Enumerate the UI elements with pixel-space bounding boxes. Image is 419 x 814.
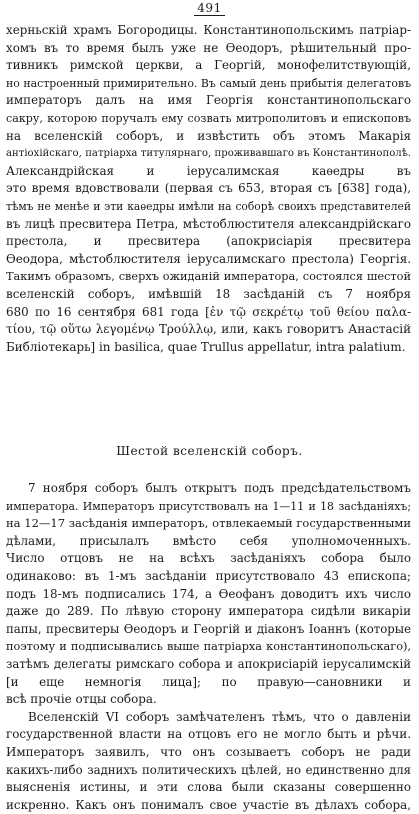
- text-line: Императоръ заявилъ, что онъ созываетъ соборъ не ради: [6, 744, 411, 759]
- text-line: поэтому и подписывались выше патріарха константинопольскаго),: [6, 640, 411, 654]
- text-line: Такимъ образомъ, сверхъ ожиданій императора, состоялся шестой: [6, 270, 411, 284]
- text-line: Александрійская и іерусалимская каѳедры въ: [6, 163, 411, 178]
- text-line: τίου, τῷ οὕτω λεγομένῳ Τρούλλῳ, или, какъ говоритъ Анастасій: [6, 322, 411, 337]
- text-line: вселенскій соборъ, имѣвшій 18 засѣданій съ 7 ноября: [6, 286, 411, 301]
- text-line: всѣ прочіе отцы собора.: [6, 692, 157, 707]
- text-line: въ лицѣ пресвитера Петра, мѣстоблюстителя александрійскаго: [6, 216, 411, 231]
- text-line: но настроенный примирительно. Въ самый день прибытія делегатовъ: [6, 76, 411, 90]
- text-line: это время вдовствовали (первая съ 653, вторая съ [638] года),: [6, 181, 411, 196]
- text-line: одинаково: въ 1-мъ засѣданіи присутствовало 43 епископа;: [6, 568, 411, 583]
- text-line: тѣмъ не менѣе и эти каѳедры имѣли на соборѣ своихъ представителей: [6, 199, 411, 213]
- text-line: Библіотекарь] in basilica, quae Trullus appellatur, intra palatium.: [6, 339, 406, 354]
- text-line: императоръ далъ на имя Георгія константинопольскаго: [6, 93, 411, 108]
- text-line: хомъ въ то время былъ уже не Ѳеодоръ, рѣшительный про-: [6, 40, 411, 55]
- paragraph-continuation: [6, 22, 411, 356]
- text-line: государственной власти на отцовъ его не могло быть и рѣчи.: [6, 727, 411, 742]
- text-line: даже до 289. По лѣвую сторону императора сидѣли викаріи: [6, 604, 411, 619]
- text-line: на вселенскій соборъ, и извѣстить объ этомъ Макарія: [6, 128, 411, 143]
- page-number: [0, 1, 419, 15]
- text-line: подъ 18-мъ подписались 174, а Ѳеофанъ доводитъ ихъ число: [6, 586, 411, 601]
- text-line: антіохійскаго, патріарха титулярнаго, проживавшаго въ Константинополѣ.: [6, 148, 411, 160]
- text-line: [и еще немногія лица]; по правую—сановники и: [6, 674, 411, 689]
- text-line: сакру, которою поручалъ ему созвать митрополитовъ и епископовъ: [6, 111, 411, 125]
- text-line: престола, и пресвитера (апокрисіарія пресвитера: [6, 234, 411, 249]
- text-line: херньскій храмъ Богородицы. Константинопольскимъ патріар-: [6, 23, 411, 37]
- text-line: 7 ноября соборъ былъ открытъ подъ предсѣдательствомъ: [28, 481, 411, 495]
- text-line: Число отцовъ не на всѣхъ засѣданіяхъ собора было: [6, 551, 411, 566]
- text-line: дѣлами, присылалъ вмѣсто себя уполномоченныхъ.: [6, 533, 411, 548]
- text-line: тивникъ римской церкви, а Георгій, монофелитствующій,: [6, 58, 411, 73]
- text-line: Вселенскій VI соборъ замѣчателенъ тѣмъ, что о давленіи: [28, 709, 411, 724]
- text-line: 680 по 16 сентября 681 года [ἐν τῷ σεκρέτῳ τοῦ θείου παλα-: [6, 304, 411, 319]
- page-number-text: 491: [194, 1, 224, 16]
- text-line: на 12—17 засѣданія императоръ, отвлекаемый государственными: [6, 516, 411, 531]
- text-line: папы, пресвитеры Ѳеодоръ и Георгій и діаконъ Іоаннъ (которые: [6, 621, 411, 636]
- text-line: затѣмъ делегаты римскаго собора и апокрисіарій іерусалимскій: [6, 656, 411, 671]
- text-line: выясненія истины, и эти слова были сказаны совершенно: [6, 780, 411, 795]
- section-heading: Шестой вселенскій соборъ.: [116, 444, 303, 458]
- body-text: [6, 480, 411, 814]
- text-line: искренно. Какъ онъ понималъ свое участіе въ дѣлахъ собора,: [6, 797, 411, 812]
- text-line: какихъ-либо заднихъ политическихъ цѣлей, но единственно для: [6, 762, 411, 777]
- text-line: Ѳеодора, мѣстоблюстителя іерусалимскаго престола) Георгія.: [6, 251, 411, 266]
- text-line: императора. Императоръ присутствовалъ на 1—11 и 18 засѣданіяхъ;: [6, 499, 411, 513]
